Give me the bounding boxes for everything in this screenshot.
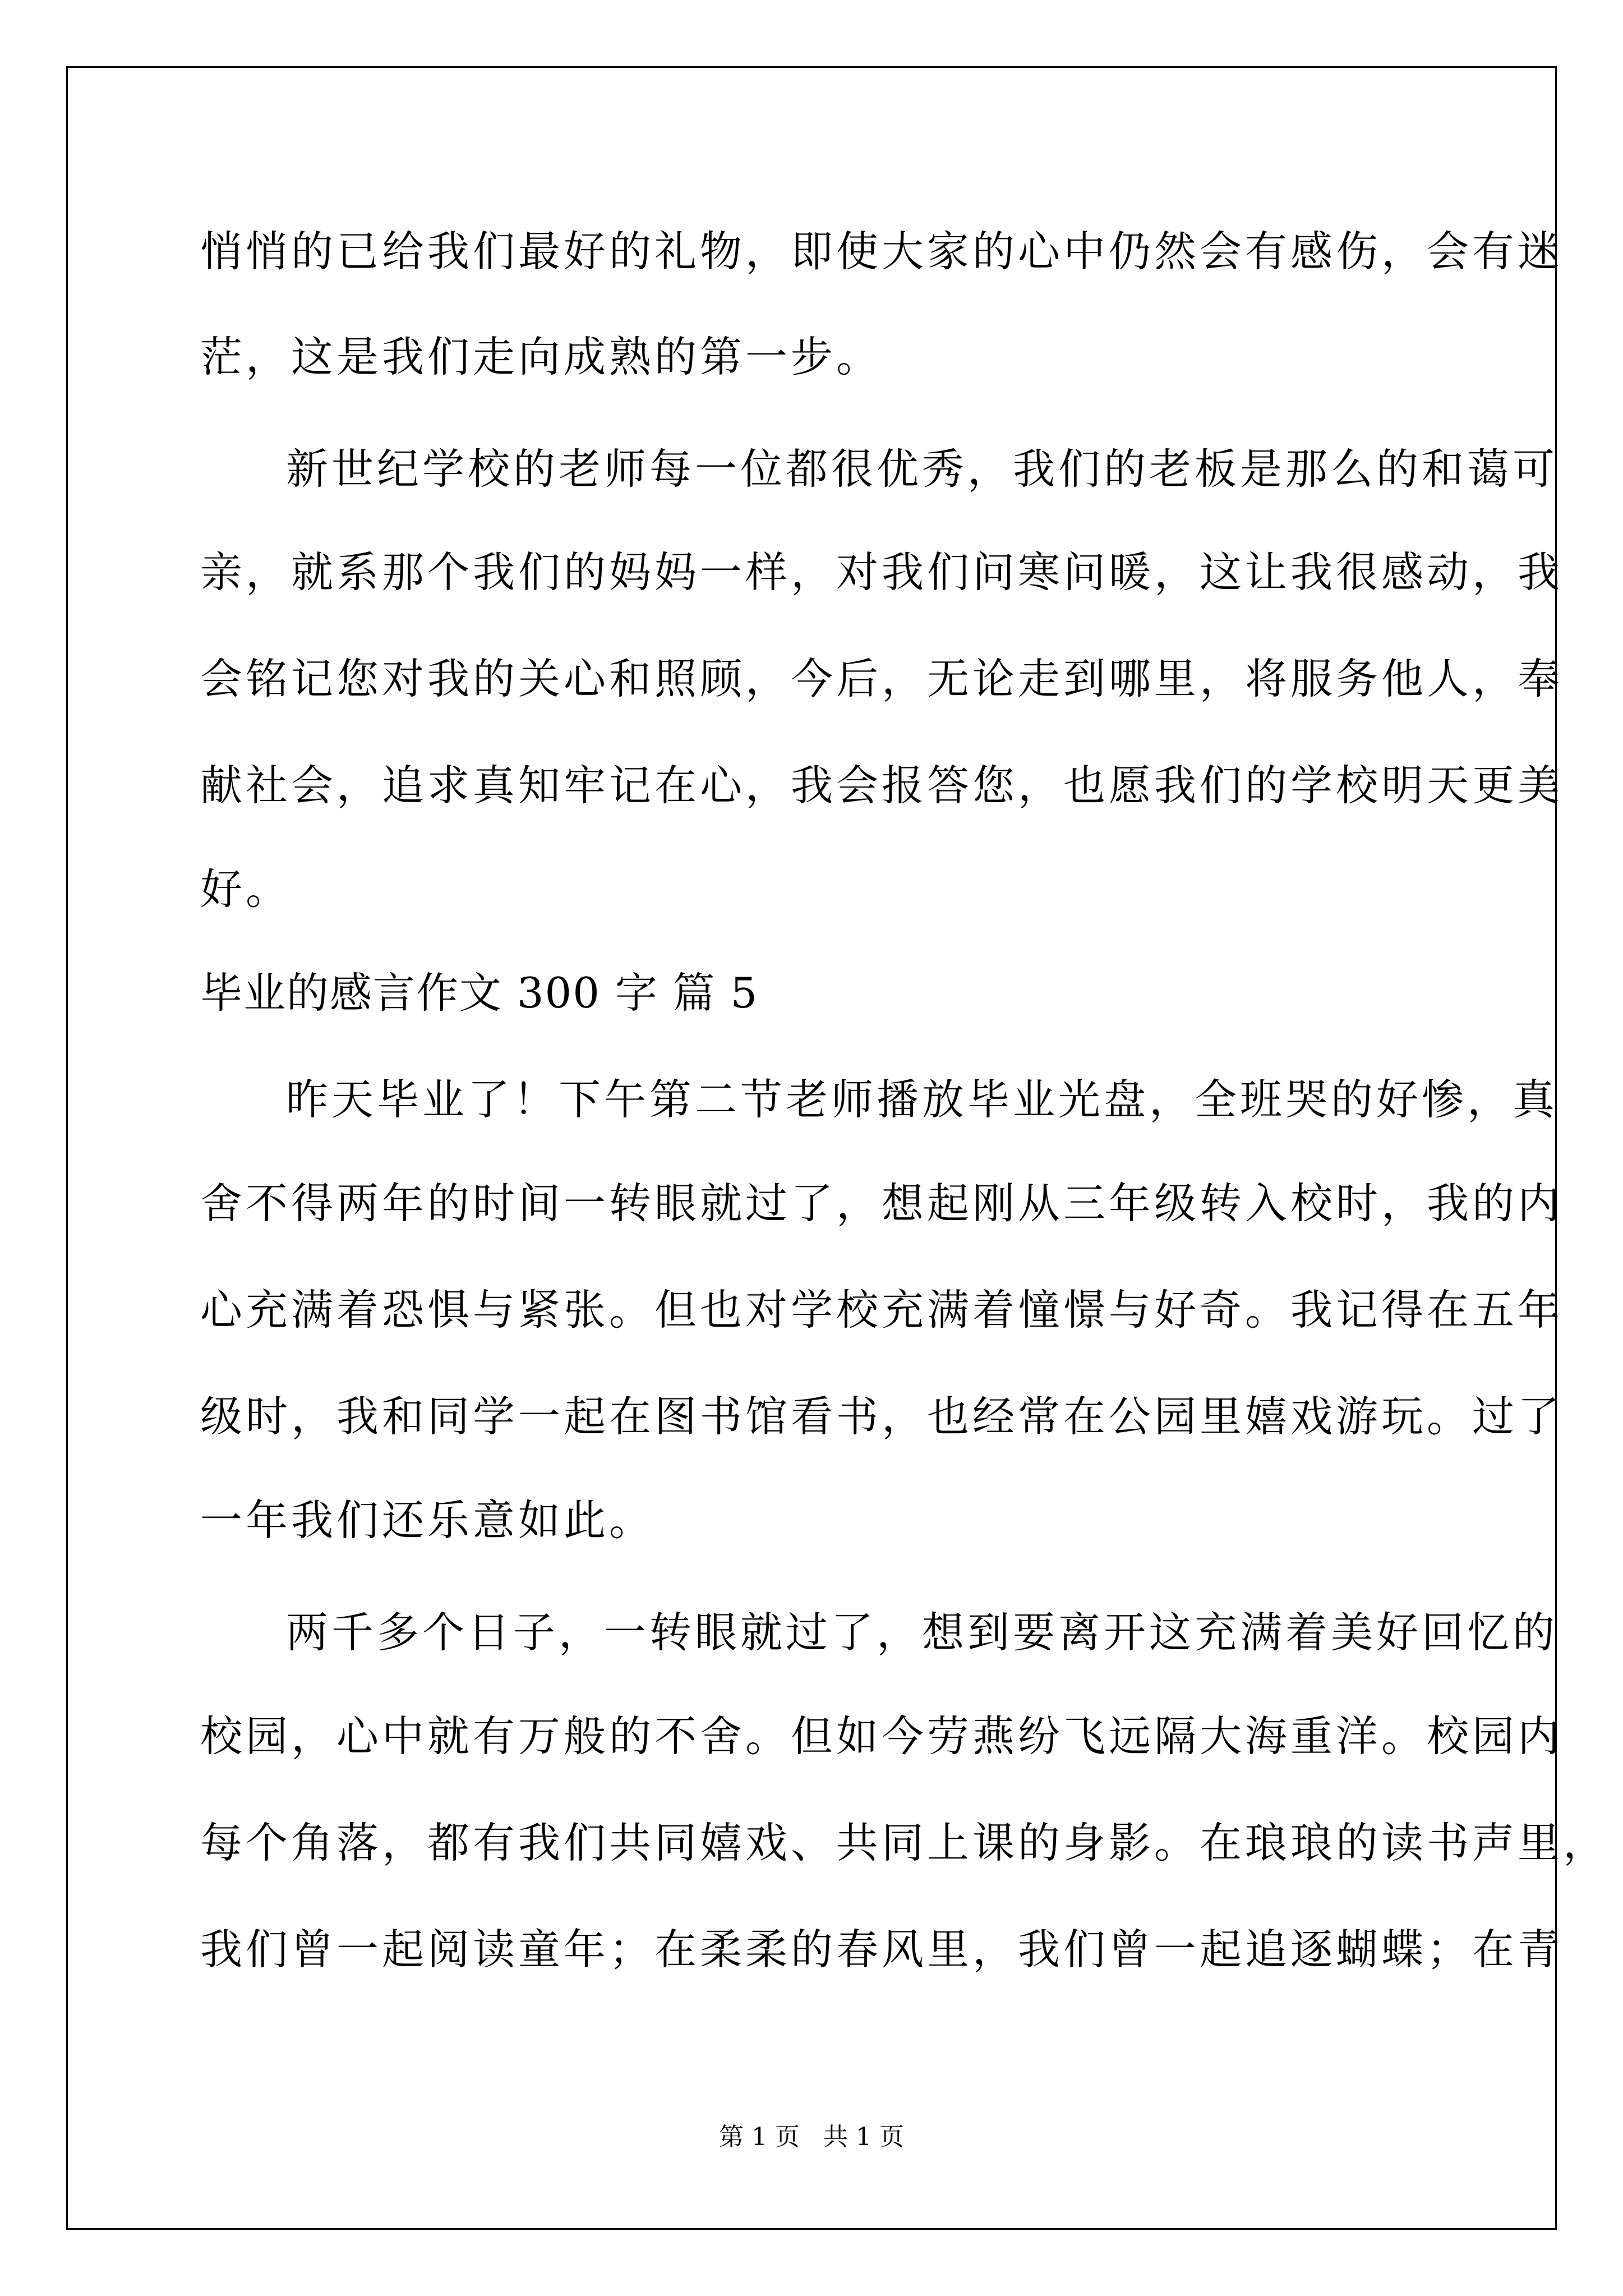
text-line: 献社会，追求真知牢记在心，我会报答您，也愿我们的学校明天更美 — [200, 761, 1564, 810]
text-line: 我们曾一起阅读童年；在柔柔的春风里，我们曾一起追逐蝴蝶；在青 — [200, 1925, 1564, 1974]
paragraph-start-line: 昨天毕业了！下午第二节老师播放毕业光盘，全班哭的好惨，真 — [286, 1075, 1559, 1124]
section-heading: 毕业的感言作文 300 字 篇 5 — [200, 968, 759, 1018]
paragraph-start-line: 两千多个日子，一转眼就过了，想到要离开这充满着美好回忆的 — [286, 1608, 1559, 1657]
text-line: 茫，这是我们走向成熟的第一步。 — [200, 332, 882, 381]
text-line: 悄悄的已给我们最好的礼物，即使大家的心中仍然会有感伤，会有迷 — [200, 227, 1564, 276]
text-line: 舍不得两年的时间一转眼就过了，想起刚从三年级转入校时，我的内 — [200, 1179, 1564, 1228]
text-line: 会铭记您对我的关心和照顾，今后，无论走到哪里，将服务他人，奉 — [200, 654, 1564, 703]
page-footer — [0, 2120, 1623, 2154]
text-line: 亲，就系那个我们的妈妈一样，对我们问寒问暖，这让我很感动，我 — [200, 547, 1564, 597]
page-number: 第 1 页 — [719, 2123, 800, 2151]
paragraph-start-line: 新世纪学校的老师每一位都很优秀，我们的老板是那么的和蔼可 — [286, 444, 1559, 494]
text-line: 好。 — [200, 864, 292, 914]
page-total: 共 1 页 — [823, 2123, 904, 2151]
page-border — [66, 66, 1557, 2230]
text-line: 级时，我和同学一起在图书馆看书，也经常在公园里嬉戏游玩。过了 — [200, 1392, 1564, 1441]
text-line: 每个角落，都有我们共同嬉戏、共同上课的身影。在琅琅的读书声里， — [200, 1818, 1609, 1867]
text-line: 校园，心中就有万般的不舍。但如今劳燕纷飞远隔大海重洋。校园内 — [200, 1711, 1564, 1761]
text-line: 心充满着恐惧与紧张。但也对学校充满着憧憬与好奇。我记得在五年 — [200, 1285, 1564, 1335]
text-line: 一年我们还乐意如此。 — [200, 1496, 655, 1545]
